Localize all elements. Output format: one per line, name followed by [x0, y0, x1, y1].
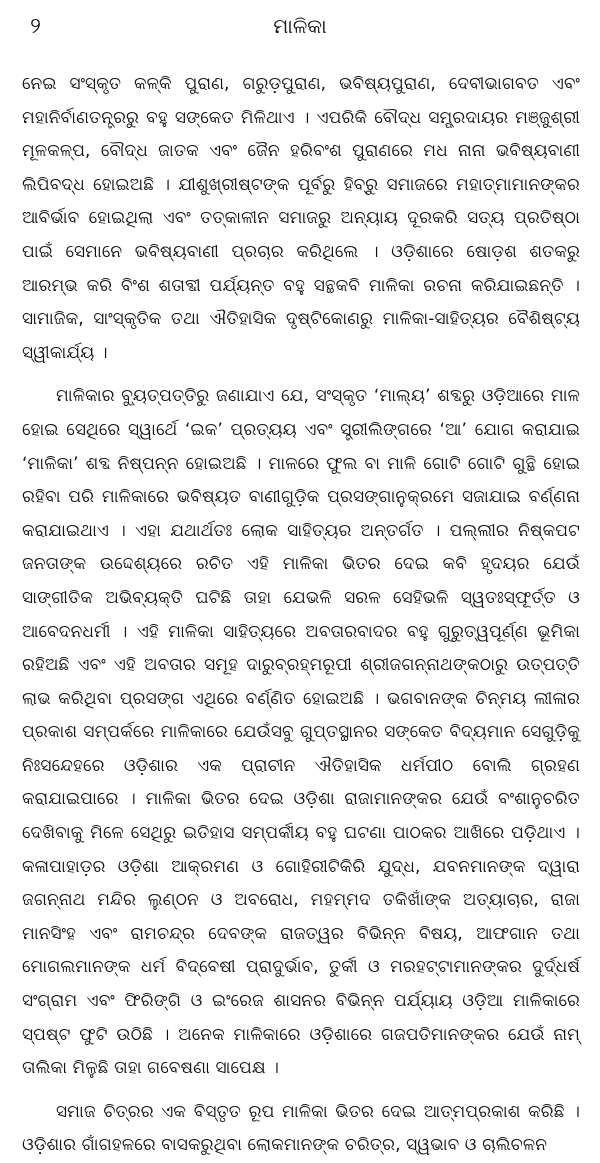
page-number: ୨ [30, 14, 41, 39]
page-header [22, 14, 578, 58]
paragraph-1: ନେଇ ସଂସ୍କୃତ କଳ୍କି ପୁରାଣ, ଗରୁଡ଼ପୁରାଣ, ଭବିଷ୍ୟପୁରାଣ, ଦେବୀଭାଗବତ ଏବଂ ମହାନିର୍ବାଣତନ୍ତ୍ରରୁ ବହୁ ସଙ୍କେତ ମିଳିଥାଏ । ଏପରିକି ବୌଦ୍ଧ ସମ୍ପ୍ରଦାୟର ମଞ୍ଜୁଶ୍ରୀ ମୂଳକଳ୍ପ, ବୌଦ୍ଧ ଜାତକ ଏବଂ ଜୈନ ହରିବଂଶ ପୁରାଣରେ ମଧ ନାନା ଭବିଷ୍ୟବାଣୀ ଲିପିବଦ୍ଧ ହୋଇଅଛି । ଯୀଶୁଖ୍ରୀଷ୍ଟଙ୍କ ପୂର୍ବରୁ ହିବ୍ରୁ ସମାଜରେ ମହାତ୍ମାମାନଙ୍କର ଆବିର୍ଭାବ ହୋଇଥିଲା ଏବଂ ତତ୍କାଳୀନ ସମାଜରୁ ଅନ୍ୟାୟ ଦୂରକରି ସତ୍ୟ ପ୍ରତିଷ୍ଠା ପାଇଁ ସେମାନେ ଭବିଷ୍ୟବାଣୀ ପ୍ରଚାର କରିଥିଲେ । ଓଡ଼ିଶାରେ ଷୋଡ଼ଶ ଶତକରୁ ଆରମ୍ଭ କରି ବିଂଶ ଶତାବ୍ଦୀ ପର୍ଯ୍ୟନ୍ତ ବହୁ ସନ୍ଥକବି ମାଳିକା ରଚନା କରିଯାଇଛନ୍ତି । ସାମାଜିକ, ସାଂସ୍କୃତିକ ତଥା ଐତିହାସିକ ଦୃଷ୍ଟିକୋଣରୁ ମାଳିକା-ସାହିତ୍ୟର ବୈଶିଷ୍ଟ୍ୟ ସ୍ୱୀକାର୍ଯ୍ୟ । [22, 74, 580, 363]
paragraph-3: ସମାଜ ଚିତ୍ରର ଏକ ବିସ୍ତୃତ ରୂପ ମାଳିକା ଭିତର ଦେଇ ଆତ୍ମପ୍ରକାଶ କରିଛି । ଓଡ଼ିଶାର ଗାଁଗହଳରେ ବାସକରୁଥିବା ଲୋକମାନଙ୍କ ଚରିତ୍ର, ସ୍ୱଭାବ ଓ ଚାଲିଚଳନ [22, 1101, 580, 1156]
running-title: ମାଳିକା [273, 14, 327, 38]
body-text [22, 68, 580, 1163]
paragraph-2: ମାଳିକାର ବ୍ୟୁତ୍ପତ୍ତିରୁ ଜଣାଯାଏ ଯେ, ସଂସ୍କୃତ ‘ମାଲ୍ୟ’ ଶବ୍ଦରୁ ଓଡ଼ିଆରେ ମାଳ ହୋଇ ସେଥିରେ ସ୍ୱାର୍ଥେ ‘ଇକ’ ପ୍ରତ୍ୟୟ ଏବଂ ସ୍ତ୍ରୀଲିଙ୍ଗରେ ‘ଆ’ ଯୋଗ କରାଯାଇ ‘ମାଳିକା’ ଶବ୍ଦ ନିଷ୍ପନ୍ନ ହୋଇଅଛି । ମାଳରେ ଫୁଲ ବା ମାଳି ଗୋଟି ଗୋଟି ଗୁନ୍ଥି ହୋଇ ରହିବା ପରି ମାଳିକାରେ ଭବିଷ୍ୟତ ବାଣୀଗୁଡ଼ିକ ପ୍ରସଙ୍ଗାନୁକ୍ରମେ ସଜାଯାଇ ବର୍ଣ୍ଣନା କରାଯାଇଥାଏ । ଏହା ଯଥାର୍ଥତଃ ଲୋକ ସାହିତ୍ୟର ଅନ୍ତର୍ଗତ । ପଲ୍ଲୀର ନିଷ୍କପଟ ଜନତାଙ୍କ ଉଦ୍ଦେଶ୍ୟରେ ରଚିତ ଏହି ମାଳିକା ଭିତର ଦେଇ କବି ହୃଦୟର ଯେଉଁ ସାଙ୍ଗୀତିକ ଅଭିବ୍ୟକ୍ତି ଘଟିଛି ତାହା ଯେଭଳି ସରଳ ସେହିଭଳି ସ୍ୱତଃସ୍ଫୂର୍ତ୍ତ ଓ ଆବେଦନଧର୍ମୀ । ଏହି ମାଳିକା ସାହିତ୍ୟରେ ଅବତାରବାଦର ବହୁ ଗୁରୁତ୍ୱପୂର୍ଣ୍ଣ ଭୂମିକା ରହିଅଛି ଏବଂ ଏହି ଅବତାର ସମୂହ ଦାରୁବ୍ରହ୍ମରୂପୀ ଶ୍ରୀଜଗନ୍ନାଥଙ୍କଠାରୁ ଉତ୍ପତ୍ତି ଲାଭ କରିଥିବା ପ୍ରସଙ୍ଗ ଏଥିରେ ବର୍ଣ୍ଣିତ ହୋଇଅଛି । ଭଗବାନଙ୍କ ଚିନ୍ମୟ ଲୀଳାର ପ୍ରକାଶ ସମ୍ପର୍କରେ ମାଳିକାରେ ଯେଉଁସବୁ ଗୁପ୍ତସ୍ଥାନର ସଙ୍କେତ ବିଦ୍ୟମାନ ସେଗୁଡ଼ିକୁ ନିଃସନ୍ଦେହରେ ଓଡ଼ିଶାର ଏକ ପ୍ରାଚୀନ ଐତିହାସିକ ଧର୍ମପୀଠ ବୋଲି ଗ୍ରହଣ କରାଯାଇପାରେ । ମାଳିକା ଭିତର ଦେଇ ଓଡ଼ିଶା ରାଜାମାନଙ୍କର ଯେଉଁ ବଂଶାନୁଚରିତ ଦେଖିବାକୁ ମିଳେ ସେଥିରୁ ଇତିହାସ ସମ୍ପର୍କୀୟ ବହୁ ଘଟଣା ପାଠକର ଆଖିରେ ପଡ଼ିଥାଏ । କଳାପାହାଡ଼ର ଓଡ଼ିଶା ଆକ୍ରମଣ ଓ ଗୋହିରୀଟିକିରି ଯୁଦ୍ଧ, ଯବନମାନଙ୍କ ଦ୍ୱାରା ଜଗନ୍ନାଥ ମନ୍ଦିର ଲୁଣ୍ଠନ ଓ ଅବରୋଧ, ମହମ୍ମଦ ତକିଖାଁଙ୍କ ଅତ୍ୟାଚାର, ରାଜା ମାନସିଂହ ଏବଂ ରାମଚନ୍ଦ୍ର ଦେବଙ୍କ ରାଜତ୍ୱର ବିଭିନ୍ନ ବିଷୟ, ଆଫଗାନ ତଥା ମୋଗଲମାନଙ୍କ ଧର୍ମ ବିଦ୍ବେଷୀ ପ୍ରାଦୁର୍ଭାବ, ତୁର୍କୀ ଓ ମରହଟ୍ଟାମାନଙ୍କର ଦୁର୍ଦ୍ଧର୍ଷ ସଂଗ୍ରାମ ଏବଂ ଫିରିଙ୍ଗି ଓ ଇଂରେଜ ଶାସନର ବିଭିନ୍ନ ପର୍ଯ୍ୟାୟ ଓଡ଼ିଆ ମାଳିକାରେ ସ୍ପଷ୍ଟ ଫୁଟି ଉଠିଛି । ଅନେକ ମାଳିକାରେ ଓଡ଼ିଶାରେ ଗଜପତିମାନଙ୍କର ଯେଉଁ ନାମ୍ ତାଲିକା ମିଳୁଛି ତାହା ଗବେଷଣା ସାପେକ୍ଷ । [22, 386, 580, 1079]
